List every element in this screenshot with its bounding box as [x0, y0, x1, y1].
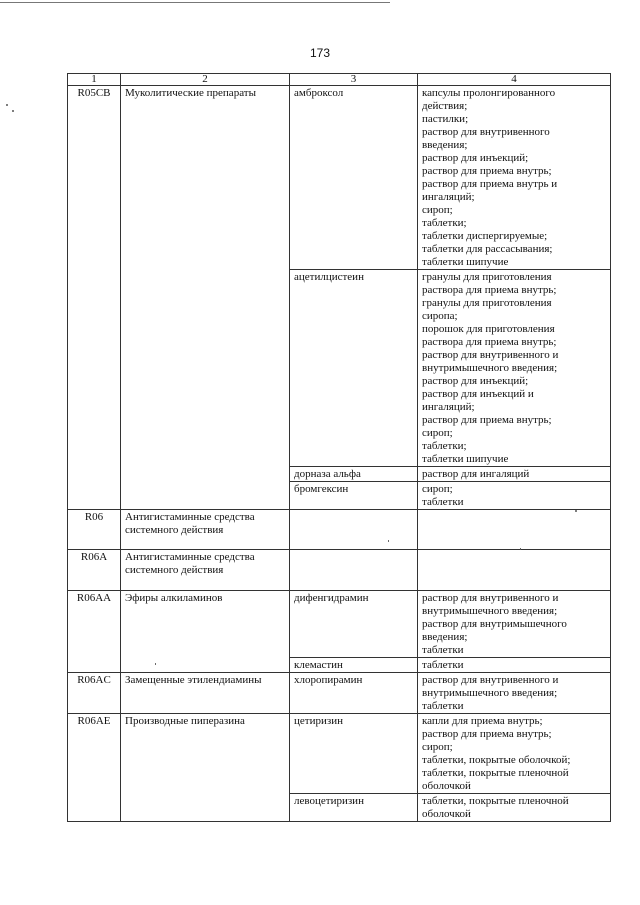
group-name-line: Производные пиперазина — [125, 715, 245, 727]
dosage-form-line: гранулы для приготовления — [422, 297, 552, 309]
drug-name-cell — [290, 550, 418, 591]
dosage-forms-cell — [418, 270, 611, 467]
group-name-line: системного действия — [125, 524, 224, 536]
scan-speck — [388, 540, 389, 542]
header-cell: 4 — [418, 74, 611, 86]
drug-name-cell: бромгексин — [290, 482, 418, 510]
drug-name-cell: цетиризин — [290, 714, 418, 794]
scan-speck — [520, 548, 521, 550]
dosage-form-line: раствора для приема внутрь; — [422, 336, 557, 348]
scan-speck — [575, 510, 577, 512]
drug-name-cell: дифенгидрамин — [290, 591, 418, 658]
dosage-form-line: раствор для внутривенного — [422, 126, 550, 138]
dosage-forms-cell — [418, 714, 611, 794]
atc-code-cell: R06AC — [68, 673, 121, 714]
dosage-forms-cell — [418, 482, 611, 510]
dosage-form-line: раствор для инъекций; — [422, 375, 529, 387]
dosage-form-line: пастилки; — [422, 113, 469, 125]
dosage-form-line: раствор для инъекций и — [422, 388, 534, 400]
dosage-form-line: раствор для приема внутрь и — [422, 178, 558, 190]
dosage-form-line: внутримышечного введения; — [422, 687, 558, 699]
table-row — [68, 86, 611, 270]
dosage-form-line: порошок для приготовления — [422, 323, 555, 335]
dosage-form-line: введения; — [422, 631, 468, 643]
group-name-line: Антигистаминные средства — [125, 551, 255, 563]
dosage-form-line: таблетки, покрытые оболочкой; — [422, 754, 571, 766]
drug-name-cell — [290, 510, 418, 550]
dosage-form-line: ингаляций; — [422, 191, 475, 203]
dosage-form-line: таблетки; — [422, 440, 467, 452]
dosage-form-line: таблетки, покрытые пленочной — [422, 767, 569, 779]
dosage-forms-cell — [418, 591, 611, 658]
top-rule — [0, 2, 390, 3]
dosage-forms-cell — [418, 467, 611, 482]
atc-code-cell: R06A — [68, 550, 121, 591]
group-name-line: Антигистаминные средства — [125, 511, 255, 523]
dosage-form-line: раствор для приема внутрь; — [422, 165, 552, 177]
group-name-cell — [121, 510, 290, 550]
dosage-forms-cell — [418, 673, 611, 714]
drug-name-cell: дорназа альфа — [290, 467, 418, 482]
dosage-form-line: капсулы пролонгированного — [422, 87, 556, 99]
dosage-form-line: таблетки — [422, 700, 464, 712]
group-name-cell — [121, 550, 290, 591]
group-name-cell — [121, 714, 290, 822]
drug-name-cell: левоцетиризин — [290, 794, 418, 822]
dosage-form-line: введения; — [422, 139, 468, 151]
dosage-form-line: сироп; — [422, 204, 453, 216]
dosage-form-line: раствор для внутримышечного — [422, 618, 567, 630]
dosage-form-line: раствор для внутривенного и — [422, 349, 559, 361]
dosage-form-line: сиропа; — [422, 310, 458, 322]
dosage-form-line: таблетки — [422, 644, 464, 656]
drug-name-cell: ацетилцистеин — [290, 270, 418, 467]
dosage-form-line: действия; — [422, 100, 468, 112]
group-name-line: Муколитические препараты — [125, 87, 256, 99]
dosage-form-line: гранулы для приготовления — [422, 271, 552, 283]
dosage-form-line: сироп; — [422, 427, 453, 439]
dosage-form-line: таблетки — [422, 659, 464, 671]
dosage-form-line: оболочкой — [422, 780, 471, 792]
dosage-form-line: ингаляций; — [422, 401, 475, 413]
atc-code-cell: R05CB — [68, 86, 121, 510]
dosage-form-line: таблетки для рассасывания; — [422, 243, 553, 255]
group-name-cell — [121, 591, 290, 673]
table-row — [68, 714, 611, 794]
scan-speck — [12, 110, 14, 112]
group-name-line: системного действия — [125, 564, 224, 576]
dosage-form-line: раствор для приема внутрь; — [422, 728, 552, 740]
page-number: 173 — [309, 46, 331, 60]
header-cell: 2 — [121, 74, 290, 86]
dosage-form-line: раствор для внутривенного и — [422, 592, 559, 604]
scan-speck — [6, 104, 8, 106]
dosage-forms-cell — [418, 794, 611, 822]
group-name-line: Эфиры алкиламинов — [125, 592, 223, 604]
drug-classification-table — [67, 73, 611, 822]
table-row — [68, 673, 611, 714]
dosage-form-line: раствор для внутривенного и — [422, 674, 559, 686]
dosage-form-line: внутримышечного введения; — [422, 362, 558, 374]
table-body — [68, 74, 611, 822]
group-name-line: Замещенные этилендиамины — [125, 674, 262, 686]
table-row — [68, 510, 611, 550]
scan-speck — [155, 663, 156, 665]
header-cell: 3 — [290, 74, 418, 86]
atc-code-cell: R06 — [68, 510, 121, 550]
dosage-form-line: раствора для приема внутрь; — [422, 284, 557, 296]
table-row — [68, 550, 611, 591]
dosage-form-line: таблетки шипучие — [422, 256, 509, 268]
dosage-forms-cell — [418, 86, 611, 270]
dosage-form-line: таблетки; — [422, 217, 467, 229]
group-name-cell — [121, 86, 290, 510]
dosage-form-line: раствор для приема внутрь; — [422, 414, 552, 426]
header-cell: 1 — [68, 74, 121, 86]
atc-code-cell: R06AE — [68, 714, 121, 822]
dosage-form-line: капли для приема внутрь; — [422, 715, 543, 727]
dosage-form-line: раствор для ингаляций — [422, 468, 530, 480]
dosage-form-line: таблетки, покрытые пленочной — [422, 795, 569, 807]
dosage-forms-cell — [418, 510, 611, 550]
table-row — [68, 591, 611, 658]
dosage-form-line: оболочкой — [422, 808, 471, 820]
dosage-form-line: таблетки — [422, 496, 464, 508]
dosage-form-line: сироп; — [422, 483, 453, 495]
dosage-form-line: сироп; — [422, 741, 453, 753]
dosage-form-line: таблетки шипучие — [422, 453, 509, 465]
dosage-forms-cell — [418, 550, 611, 591]
dosage-form-line: внутримышечного введения; — [422, 605, 558, 617]
dosage-form-line: таблетки диспергируемые; — [422, 230, 548, 242]
drug-name-cell: клемастин — [290, 658, 418, 673]
dosage-forms-cell — [418, 658, 611, 673]
dosage-form-line: раствор для инъекций; — [422, 152, 529, 164]
table-header-row — [68, 74, 611, 86]
atc-code-cell: R06AA — [68, 591, 121, 673]
drug-name-cell: амброксол — [290, 86, 418, 270]
group-name-cell — [121, 673, 290, 714]
drug-name-cell: хлоропирамин — [290, 673, 418, 714]
